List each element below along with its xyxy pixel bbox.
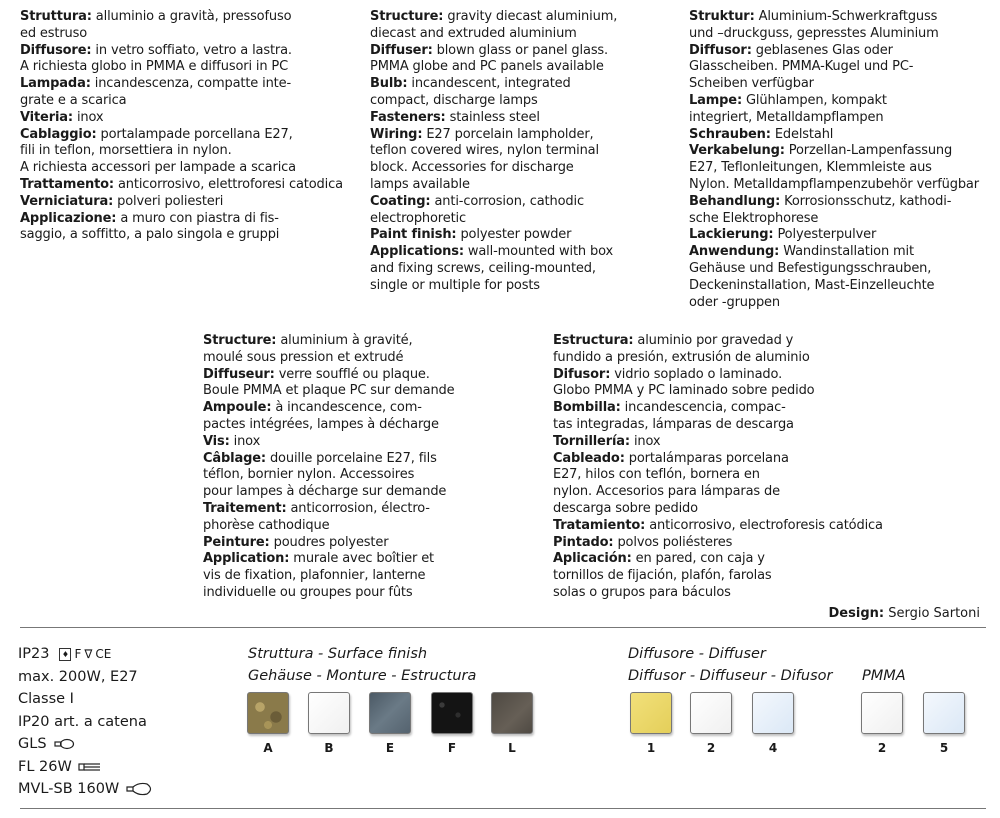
finish-code-e: E: [385, 741, 395, 755]
spec-line: [203, 585, 533, 602]
spec-label: Behandlung:: [689, 193, 781, 209]
spec-line: [370, 76, 680, 93]
spec-label: Diffuseur:: [203, 366, 275, 382]
spec-label: Applications:: [370, 244, 464, 260]
spec-text: gravity diecast aluminium,: [443, 9, 618, 24]
diffuser-subtitle: Diffusor - Diffuseur - Difusor: [628, 668, 833, 684]
english-spec-column: [370, 9, 680, 295]
diffuser-swatch-1[interactable]: [630, 692, 672, 734]
spec-text: ed estruso: [20, 25, 88, 41]
diffuser-code-1: 1: [646, 741, 656, 755]
surface-finish-title: Struttura - Surface finish: [248, 646, 428, 662]
spec-line: [20, 177, 350, 194]
german-spec-column: [689, 9, 989, 311]
spec-line: [689, 26, 989, 43]
spec-text: solas o grupos para báculos: [553, 584, 731, 600]
technical-specs: [18, 643, 155, 801]
spec-label: Tratamiento:: [553, 517, 646, 533]
fluorescent-lamp-icon: [78, 761, 102, 773]
spec-label: Verniciatura:: [20, 193, 114, 209]
spec-line: [689, 194, 989, 211]
spec-text: à incandescence, com-: [271, 400, 422, 416]
finish-swatch-e[interactable]: [369, 692, 411, 734]
spec-text: anticorrosivo, elettroforesi catodica: [114, 176, 343, 192]
spec-label: Verkabelung:: [689, 143, 785, 159]
ip-chain: IP20 art. a catena: [18, 713, 147, 730]
spec-line: [370, 261, 680, 278]
spec-label: Estructura:: [553, 333, 634, 348]
spec-label: Vis:: [203, 433, 230, 449]
spec-text: incandescencia, compac-: [620, 400, 786, 416]
spec-line: [553, 484, 893, 501]
spec-text: en pared, con caja y: [631, 551, 765, 567]
spec-text: electrophoretic: [370, 210, 466, 226]
diffuser-title: Diffusore - Diffuser: [628, 646, 766, 662]
spec-label: Lackierung:: [689, 227, 774, 243]
spec-line: [20, 211, 350, 228]
insulation-class: Classe I: [18, 691, 74, 707]
spec-text: Deckeninstallation, Mast-Einzelleuchte: [689, 277, 935, 293]
spec-label: Structure:: [370, 9, 444, 24]
finish-swatch-f[interactable]: [431, 692, 473, 734]
surface-finish-heading: [248, 643, 476, 687]
spec-text: diecast and extruded aluminium: [370, 25, 577, 41]
spec-line: [20, 26, 350, 43]
spec-text: pour lampes à décharge sur demande: [203, 484, 447, 500]
spec-label: Fasteners:: [370, 109, 446, 125]
spec-text: vis de fixation, plafonnier, lanterne: [203, 568, 426, 584]
spec-text: phorèse cathodique: [203, 517, 330, 533]
spec-text: lamps available: [370, 176, 470, 192]
spec-label: Difusor:: [553, 366, 611, 382]
spec-line: [203, 467, 533, 484]
spec-line: [203, 417, 533, 434]
spec-line: [553, 501, 893, 518]
divider-bottom: [20, 808, 986, 809]
finish-code-f: F: [447, 741, 457, 755]
italian-spec-column: [20, 9, 350, 244]
ce-mark-icon: CE: [95, 647, 112, 661]
spec-text: douille porcelaine E27, fils: [265, 450, 437, 466]
spec-text: E27 porcelain lampholder,: [422, 126, 594, 142]
diffuser-swatch-4[interactable]: [752, 692, 794, 734]
spec-label: Application:: [203, 551, 290, 567]
finish-code-l: L: [508, 741, 516, 755]
spec-line: [370, 26, 680, 43]
spec-line: [203, 501, 533, 518]
spec-label: Cablaggio:: [20, 126, 97, 142]
spec-label: Applicazione:: [20, 210, 117, 226]
spec-line: [203, 434, 533, 451]
spec-label: Struktur:: [689, 9, 755, 24]
spec-text: block. Accessories for discharge: [370, 160, 574, 176]
power-rating: max. 200W, E27: [18, 668, 138, 685]
spec-text: polveri poliesteri: [113, 193, 224, 209]
spec-text: individuelle ou groupes pour fûts: [203, 584, 413, 600]
spec-line: [20, 93, 350, 110]
spec-label: Anwendung:: [689, 244, 780, 260]
diffuser-heading: [628, 643, 833, 687]
spec-label: Paint finish:: [370, 227, 457, 243]
spec-line: [370, 278, 680, 295]
spec-line: [20, 43, 350, 60]
spec-text: anticorrosion, électro-: [286, 500, 430, 516]
drop-icon: ♦: [59, 648, 71, 661]
spec-text: oder -gruppen: [689, 294, 780, 310]
spec-text: Nylon. Metalldampflampenzubehör verfügbar: [689, 176, 979, 192]
spec-line: [553, 551, 893, 568]
spec-line: [553, 518, 893, 535]
spec-text: descarga sobre pedido: [553, 500, 698, 516]
triangle-mark-icon: ∇: [84, 647, 93, 661]
spec-text: nylon. Accesorios para lámparas de: [553, 484, 780, 500]
spec-label: Ampoule:: [203, 400, 272, 416]
spec-text: and fixing screws, ceiling-mounted,: [370, 260, 596, 276]
spec-line: [689, 43, 989, 60]
spec-line: [370, 244, 680, 261]
spec-line: [370, 143, 680, 160]
spec-line: [553, 400, 893, 417]
spec-text: wall-mounted with box: [463, 244, 614, 260]
spec-text: verre soufflé ou plaque.: [274, 366, 430, 382]
spec-label: Bulb:: [370, 76, 408, 92]
mvl-lamp-icon: [125, 782, 155, 796]
spec-text: Glasscheiben. PMMA-Kugel und PC-: [689, 59, 914, 75]
spec-text: polyester powder: [456, 227, 572, 243]
spec-text: blown glass or panel glass.: [432, 42, 609, 58]
spec-line: [20, 127, 350, 144]
spec-text: pactes intégrées, lampes à décharge: [203, 416, 439, 432]
spec-text: incandescent, integrated: [407, 76, 571, 92]
spec-text: Gehäuse und Befestigungsschrauben,: [689, 260, 932, 276]
spec-line: [689, 110, 989, 127]
pmma-code-5: 5: [939, 741, 949, 755]
diffuser-code-2: 2: [706, 741, 716, 755]
spec-line: [689, 211, 989, 228]
spec-label: Struttura:: [20, 9, 92, 24]
spec-line: [370, 93, 680, 110]
spec-line: [553, 367, 893, 384]
spec-text: portalámparas porcelana: [624, 450, 789, 466]
spec-text: Scheiben verfügbar: [689, 76, 814, 92]
spec-text: Aluminium-Schwerkraftguss: [754, 9, 938, 24]
spec-line: [370, 59, 680, 76]
spec-line: [203, 551, 533, 568]
spec-text: und –druckguss, gepresstes Aluminium: [689, 25, 939, 41]
spec-text: Globo PMMA y PC laminado sobre pedido: [553, 383, 815, 399]
designer-credit: [829, 606, 980, 621]
spec-text: PMMA globe and PC panels available: [370, 59, 604, 75]
spec-line: [203, 451, 533, 468]
spanish-spec-column: [553, 333, 893, 602]
finish-swatch-b[interactable]: [308, 692, 350, 734]
spec-line: [370, 9, 680, 26]
spec-line: [20, 143, 350, 160]
spec-text: vidrio soplado o laminado.: [610, 366, 783, 382]
spec-text: A richiesta accessori per lampade a scarica: [20, 160, 296, 176]
spec-text: anti-corrosion, cathodic: [430, 193, 584, 209]
spec-line: [689, 59, 989, 76]
spec-line: [553, 417, 893, 434]
spec-line: [689, 93, 989, 110]
spec-label: Bombilla:: [553, 400, 621, 416]
spec-line: [203, 400, 533, 417]
spec-text: Polyesterpulver: [773, 227, 877, 243]
spec-line: [370, 227, 680, 244]
spec-label: Diffuser:: [370, 42, 433, 58]
spec-text: fundido a presión, extrusión de aluminio: [553, 349, 810, 365]
spec-line: [553, 333, 893, 350]
french-spec-column: [203, 333, 533, 602]
spec-line: [689, 160, 989, 177]
spec-label: Aplicación:: [553, 551, 632, 567]
spec-line: [553, 350, 893, 367]
spec-line: [553, 535, 893, 552]
spec-label: Trattamento:: [20, 176, 114, 192]
spec-line: [20, 76, 350, 93]
pmma-heading: PMMA: [862, 668, 906, 684]
pmma-code-2: 2: [877, 741, 887, 755]
design-label: Design:: [828, 606, 885, 621]
spec-line: [203, 535, 533, 552]
spec-text: Boule PMMA et plaque PC sur demande: [203, 383, 455, 399]
spec-text: a muro con piastra di fis-: [116, 210, 279, 226]
spec-line: [203, 484, 533, 501]
spec-label: Viteria:: [20, 109, 73, 125]
spec-line: [553, 467, 893, 484]
spec-text: single or multiple for posts: [370, 277, 540, 293]
spec-text: inox: [72, 109, 104, 125]
spec-text: sche Elektrophorese: [689, 210, 819, 226]
spec-label: Traitement:: [203, 500, 287, 516]
spec-text: in vetro soffiato, vetro a lastra.: [91, 42, 292, 58]
spec-line: [689, 278, 989, 295]
spec-line: [689, 295, 989, 312]
designer-name: Sergio Sartoni: [884, 606, 980, 621]
spec-label: Câblage:: [203, 450, 266, 466]
spec-line: [689, 9, 989, 26]
spec-line: [689, 143, 989, 160]
spec-line: [553, 585, 893, 602]
finish-code-a: A: [263, 741, 273, 755]
spec-text: integriert, Metalldampflampen: [689, 109, 884, 125]
spec-line: [689, 261, 989, 278]
spec-line: [20, 110, 350, 127]
spec-label: Coating:: [370, 193, 431, 209]
spec-text: stainless steel: [445, 109, 540, 125]
spec-text: téflon, bornier nylon. Accessoires: [203, 467, 415, 483]
spec-line: [689, 76, 989, 93]
spec-text: Glühlampen, kompakt: [742, 92, 887, 108]
spec-line: [689, 227, 989, 244]
spec-text: Porzellan-Lampenfassung: [784, 143, 953, 159]
spec-text: Korrosionsschutz, kathodi-: [780, 193, 952, 209]
spec-label: Structure:: [203, 333, 277, 348]
spec-line: [20, 227, 350, 244]
spec-line: [20, 9, 350, 26]
spec-line: [203, 333, 533, 350]
spec-text: polvos poliésteres: [613, 534, 733, 550]
spec-label: Peinture:: [203, 534, 270, 550]
spec-line: [689, 177, 989, 194]
certification-marks: [59, 643, 111, 666]
spec-line: [203, 367, 533, 384]
spec-text: teflon covered wires, nylon terminal: [370, 143, 599, 159]
lamp-mvl-label: MVL-SB 160W: [18, 781, 120, 797]
finish-swatch-a[interactable]: [247, 692, 289, 734]
spec-label: Schrauben:: [689, 126, 771, 142]
spec-text: A richiesta globo in PMMA e diffusori in PC: [20, 59, 289, 75]
spec-line: [553, 568, 893, 585]
spec-line: [689, 127, 989, 144]
spec-text: aluminium à gravité,: [276, 333, 413, 348]
spec-line: [370, 160, 680, 177]
spec-text: Wandinstallation mit: [779, 244, 914, 260]
spec-text: murale avec boîtier et: [289, 551, 435, 567]
spec-text: E27, Teflonleitungen, Klemmleiste aus: [689, 160, 932, 176]
spec-text: aluminio por gravedad y: [633, 333, 794, 348]
spec-text: alluminio a gravità, pressofuso: [91, 9, 292, 24]
spec-line: [370, 110, 680, 127]
spec-label: Cableado:: [553, 450, 625, 466]
pmma-swatch-2[interactable]: [861, 692, 903, 734]
spec-text: incandescenza, compatte inte-: [90, 76, 292, 92]
spec-text: geblasenes Glas oder: [751, 42, 893, 58]
spec-line: [203, 568, 533, 585]
spec-line: [203, 383, 533, 400]
spec-text: poudres polyester: [269, 534, 389, 550]
spec-line: [203, 518, 533, 535]
spec-line: [203, 350, 533, 367]
spec-line: [553, 434, 893, 451]
lamp-gls-label: GLS: [18, 736, 47, 752]
spec-text: portalampade porcellana E27,: [96, 126, 293, 142]
spec-text: Edelstahl: [770, 126, 834, 142]
spec-text: moulé sous pression et extrudé: [203, 349, 404, 365]
spec-label: Lampada:: [20, 76, 91, 92]
spec-line: [370, 211, 680, 228]
spec-text: tornillos de fijación, plafón, farolas: [553, 568, 772, 584]
spec-line: [553, 383, 893, 400]
spec-line: [20, 160, 350, 177]
lamp-fl-label: FL 26W: [18, 758, 72, 775]
spec-text: inox: [629, 433, 661, 449]
spec-line: [370, 127, 680, 144]
spec-label: Tornillería:: [553, 433, 630, 449]
gls-bulb-icon: [53, 738, 75, 750]
spec-text: fili in teflon, morsettiera in nylon.: [20, 143, 232, 159]
spec-label: Pintado:: [553, 534, 614, 550]
spec-label: Diffusore:: [20, 42, 92, 58]
spec-line: [20, 59, 350, 76]
spec-text: saggio, a soffitto, a palo singola e gruppi: [20, 227, 280, 243]
spec-line: [20, 194, 350, 211]
spec-line: [553, 451, 893, 468]
spec-line: [370, 177, 680, 194]
finish-code-b: B: [324, 741, 334, 755]
spec-text: grate e a scarica: [20, 92, 127, 108]
spec-label: Lampe:: [689, 92, 743, 108]
finish-swatch-l[interactable]: [491, 692, 533, 734]
diffuser-swatch-2[interactable]: [690, 692, 732, 734]
surface-finish-subtitle: Gehäuse - Monture - Estructura: [248, 668, 477, 684]
spec-text: inox: [229, 433, 261, 449]
spec-line: [689, 244, 989, 261]
diffuser-code-4: 4: [768, 741, 778, 755]
spec-label: Wiring:: [370, 126, 423, 142]
spec-text: compact, discharge lamps: [370, 92, 538, 108]
spec-line: [370, 194, 680, 211]
spec-text: E27, hilos con teflón, bornera en: [553, 467, 760, 483]
f-mark-icon: F: [74, 647, 82, 661]
spec-line: [370, 43, 680, 60]
divider-top: [20, 627, 986, 628]
ip-rating: IP23: [18, 646, 50, 662]
pmma-swatch-5[interactable]: [923, 692, 965, 734]
spec-label: Diffusor:: [689, 42, 752, 58]
spec-text: tas integradas, lámparas de descarga: [553, 416, 794, 432]
spec-text: anticorrosivo, electroforesis catódica: [645, 517, 883, 533]
